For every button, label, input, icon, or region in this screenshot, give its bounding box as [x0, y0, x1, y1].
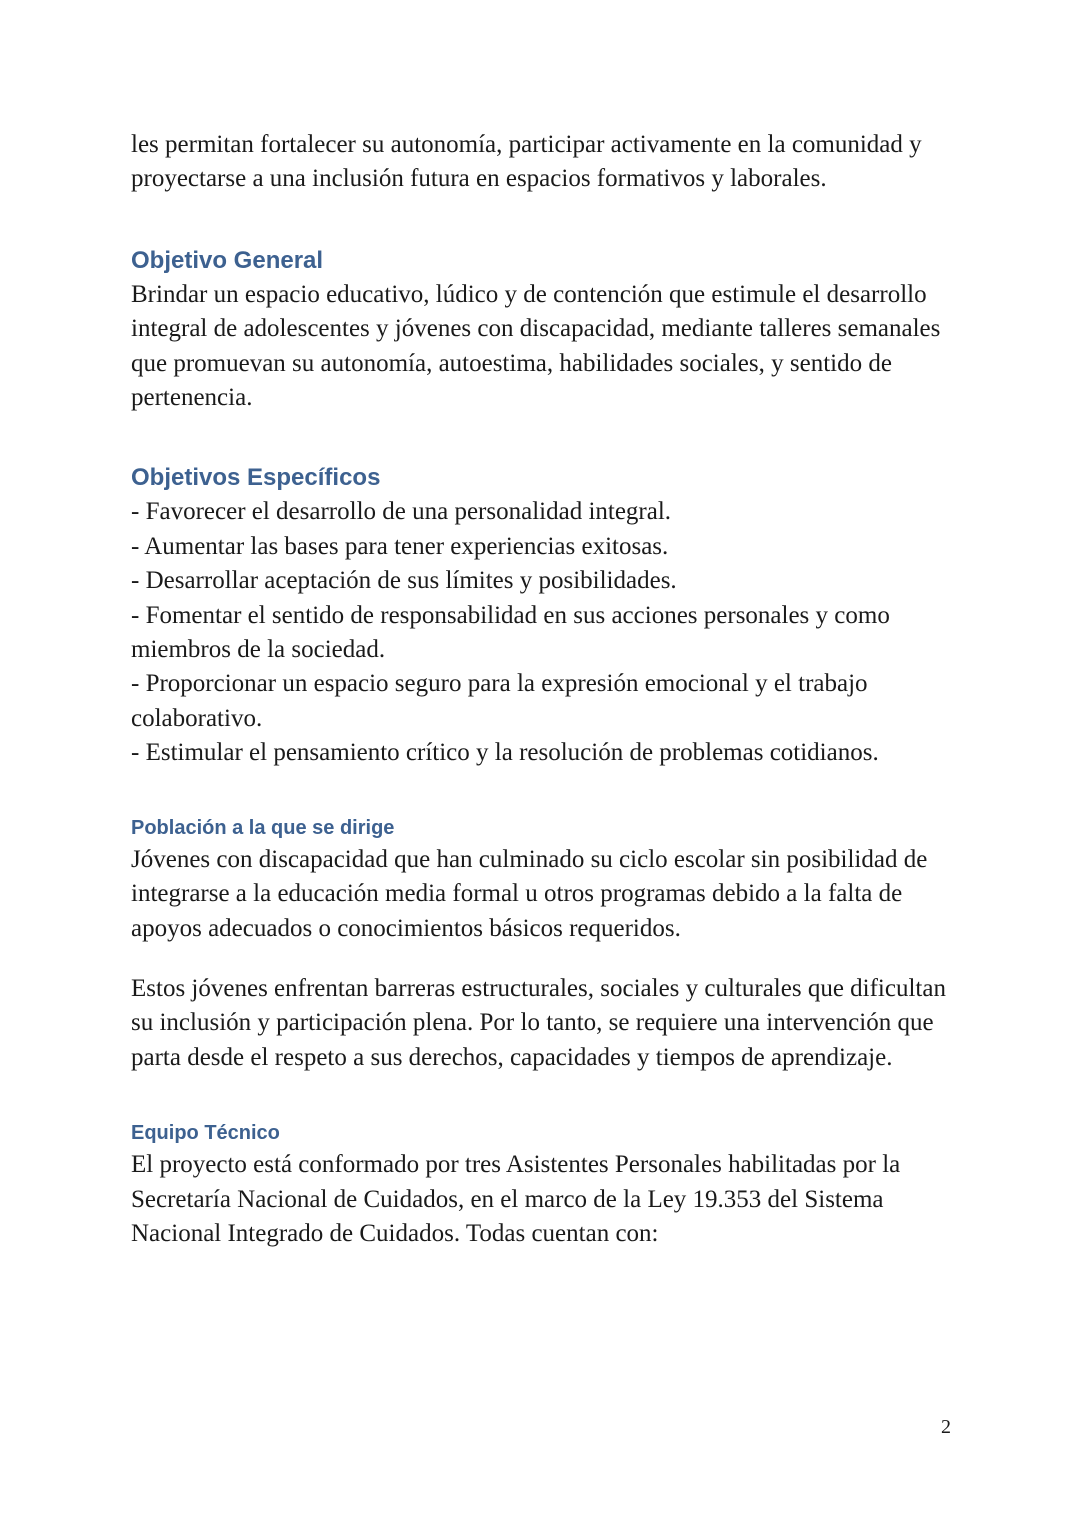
poblacion-paragraph: Jóvenes con discapacidad que han culminado su ciclo escolar sin posibilidad de integrarse a la educación media formal u otros programas debido a la falta de apoyos adecuados o conocimientos básicos requeridos.: [131, 845, 928, 942]
equipo-tecnico-heading: Equipo Técnico: [131, 1122, 280, 1145]
intro-paragraph: les permitan fortalecer su autonomía, participar activamente en la comunidad y proyectarse a una inclusión futura en espacios formativos y laborales.: [131, 131, 922, 193]
list-item: - Proporcionar un espacio seguro para la expresión emocional y el trabajo colaborativo.: [131, 670, 868, 732]
list-item: - Favorecer el desarrollo de una personalidad integral.: [131, 498, 672, 526]
poblacion-heading: Población a la que se dirige: [131, 816, 395, 839]
objetivos-especificos-list: [131, 495, 961, 770]
objetivo-general-paragraph: Brindar un espacio educativo, lúdico y de contención que estimule el desarrollo integral de adolescentes y jóvenes con discapacidad, mediante talleres semanales que promuevan su autonomía, autoestima, habilidades sociales, y sentido de pertenencia.: [131, 280, 941, 412]
list-item: - Desarrollar aceptación de sus límites y posibilidades.: [131, 567, 677, 595]
page-number: 2: [941, 1416, 951, 1438]
objetivo-general-heading: Objetivo General: [131, 246, 324, 274]
objetivos-especificos-heading: Objetivos Específicos: [131, 464, 381, 492]
list-item: - Fomentar el sentido de responsabilidad en sus acciones personales y como miembros de la sociedad.: [131, 601, 890, 664]
equipo-tecnico-paragraph: El proyecto está conformado por tres Asistentes Personales habilitadas por la Secretaría Nacional de Cuidados, en el marco de la Ley 19.353 del Sistema Nacional Integrado de Cuidados. Todas cuentan con:: [131, 1151, 901, 1247]
list-item: - Estimular el pensamiento crítico y la resolución de problemas cotidianos.: [131, 739, 879, 767]
document-page: [131, 128, 961, 1251]
list-item: - Aumentar las bases para tener experiencias exitosas.: [131, 532, 669, 560]
poblacion-paragraph: Estos jóvenes enfrentan barreras estructurales, sociales y culturales que dificultan su inclusión y participación plena. Por lo tanto, se requiere una intervención que parta desde el respeto a sus derechos, capacidades y tiempos de aprendizaje.: [131, 974, 946, 1071]
